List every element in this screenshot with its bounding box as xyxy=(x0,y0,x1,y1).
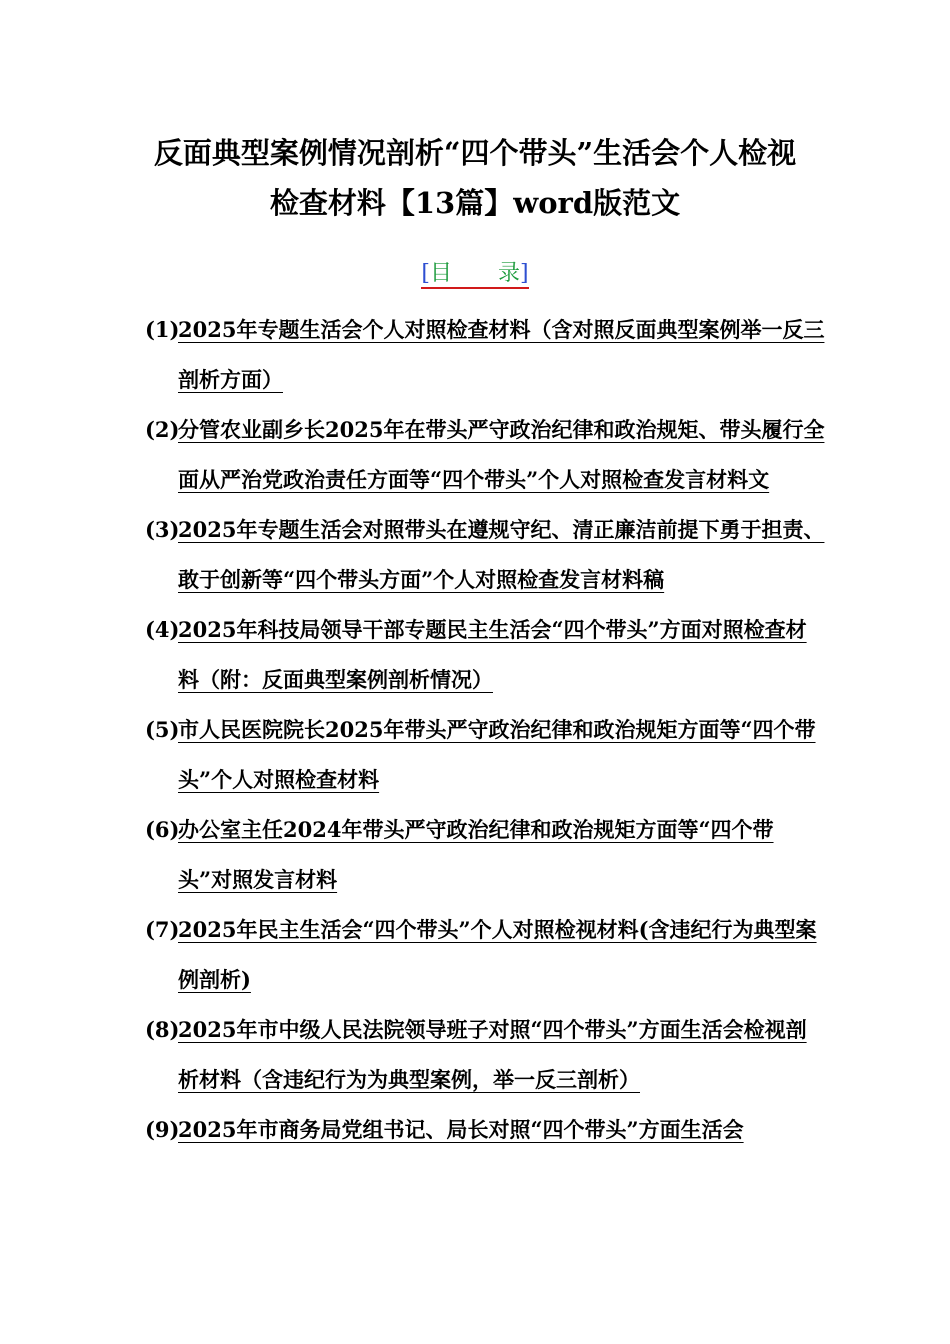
toc-item xyxy=(145,1105,825,1155)
toc-item xyxy=(145,705,825,805)
toc-item-number: (4) xyxy=(145,617,180,642)
toc-item-number: (5) xyxy=(145,717,180,742)
toc-item xyxy=(145,805,825,905)
toc-item-number: (1) xyxy=(145,317,180,342)
toc-item-link[interactable]: 办公室主任2024年带头严守政治纪律和政治规矩方面等“四个带头”对照发言材料 xyxy=(178,817,774,892)
document-title-line-1: 反面典型案例情况剖析“四个带头”生活会个人检视 xyxy=(153,136,797,170)
document-title-line-2: 检查材料【13篇】word版范文 xyxy=(269,186,681,220)
toc-item-link[interactable]: 2025年民主生活会“四个带头”个人对照检视材料(含违纪行为典型案例剖析) xyxy=(178,917,817,992)
toc-item xyxy=(145,1005,825,1105)
toc-heading-char-1: 目 xyxy=(429,261,452,286)
toc-item-number: (8) xyxy=(145,1017,180,1042)
toc-item xyxy=(145,305,825,405)
toc-list xyxy=(145,305,825,1155)
toc-item-link[interactable]: 2025年专题生活会对照带头在遵规守纪、清正廉洁前提下勇于担责、敢于创新等“四个带头方面”个人对照检查发言材料稿 xyxy=(178,517,825,592)
toc-item-link[interactable]: 2025年专题生活会个人对照检查材料（含对照反面典型案例举一反三剖析方面） xyxy=(178,317,825,392)
toc-item xyxy=(145,405,825,505)
toc-item-link[interactable]: 2025年科技局领导干部专题民主生活会“四个带头”方面对照检查材料（附：反面典型案例剖析情况） xyxy=(178,617,807,692)
toc-item xyxy=(145,505,825,605)
toc-item-number: (7) xyxy=(145,917,180,942)
toc-item-number: (3) xyxy=(145,517,180,542)
toc-bracket-close: ] xyxy=(520,261,529,286)
toc-item-link[interactable]: 市人民医院院长2025年带头严守政治纪律和政治规矩方面等“四个带头”个人对照检查材料 xyxy=(178,717,816,792)
toc-item-number: (9) xyxy=(145,1117,180,1142)
toc-item-number: (6) xyxy=(145,817,180,842)
toc-heading-link[interactable] xyxy=(421,261,528,289)
toc-item xyxy=(145,905,825,1005)
toc-item-link[interactable]: 2025年市中级人民法院领导班子对照“四个带头”方面生活会检视剖析材料（含违纪行为为典型案例，举一反三剖析） xyxy=(178,1017,807,1092)
toc-item-link[interactable]: 2025年市商务局党组书记、局长对照“四个带头”方面生活会 xyxy=(178,1117,744,1142)
toc-item-link[interactable]: 分管农业副乡长2025年在带头严守政治纪律和政治规矩、带头履行全面从严治党政治责任方面等“四个带头”个人对照检查发言材料文 xyxy=(178,417,825,492)
toc-bracket-open: [ xyxy=(421,261,430,286)
toc-item-number: (2) xyxy=(145,417,180,442)
toc-heading-char-2: 录 xyxy=(498,261,521,286)
toc-item xyxy=(145,605,825,705)
toc-heading[interactable] xyxy=(0,258,950,290)
